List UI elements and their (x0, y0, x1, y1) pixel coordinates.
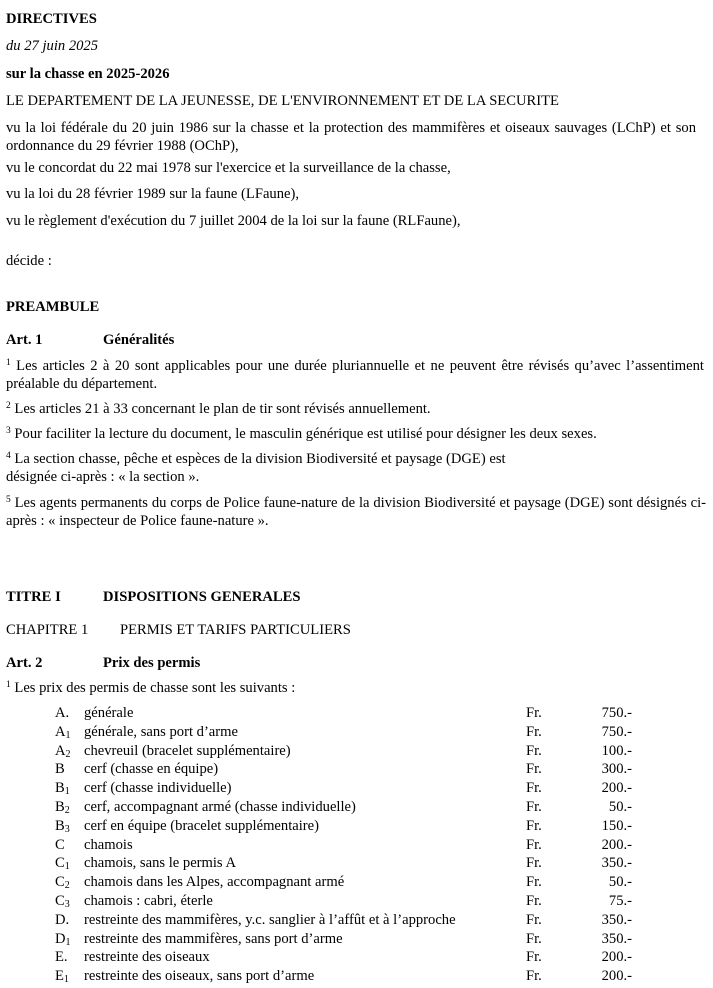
permit-row (0, 948, 713, 966)
permit-letter: C (55, 893, 65, 909)
permit-subscript: 1 (64, 861, 70, 873)
considerant-2: vu le concordat du 22 mai 1978 sur l'exercice et la surveillance de la chasse, (6, 160, 451, 176)
document-date: du 27 juin 2025 (6, 38, 99, 54)
decision-line: décide : (6, 253, 52, 269)
permit-subscript: 2 (64, 880, 70, 892)
permit-currency: Fr. (526, 799, 542, 815)
permit-code (55, 798, 70, 816)
article-1-number: Art. 1 (6, 332, 43, 348)
permit-code (55, 911, 69, 929)
permit-subscript: 1 (64, 786, 70, 798)
permit-row (0, 817, 713, 835)
permit-code (55, 892, 70, 910)
permit-amount: 350.- (601, 911, 632, 928)
permit-letter: A. (55, 705, 70, 721)
para-text: Les agents permanents du corps de Police faune-nature de la division Biodiversité et paysage (DGE) sont désignés ci-après : « inspecteur de Police faune-nature ». (6, 495, 707, 529)
article-1-para-2 (6, 400, 705, 418)
document-subject: sur la chasse en 2025-2026 (6, 66, 170, 82)
permit-row (0, 742, 713, 760)
permit-code (55, 760, 65, 778)
permit-row (0, 930, 713, 948)
para-text: La section chasse, pêche et espèces de la division Biodiversité et paysage (DGE) est désignée ci-après : « la section ». (6, 451, 506, 485)
permit-description: chevreuil (bracelet supplémentaire) (84, 742, 291, 759)
permit-amount: 200.- (601, 836, 632, 853)
permit-subscript: 3 (64, 823, 70, 835)
permit-code (55, 836, 65, 854)
permit-letter: B (55, 780, 65, 797)
permit-letter: B (55, 799, 65, 815)
para-number: 3 (6, 426, 11, 436)
permit-description: générale, sans port d’arme (84, 723, 238, 740)
permit-description: restreinte des oiseaux (84, 949, 210, 966)
permit-letter: E (55, 968, 64, 985)
permit-currency: Fr. (526, 949, 542, 966)
permit-amount: 200.- (601, 968, 632, 985)
article-1-para-5 (6, 494, 706, 530)
permit-letter: B (55, 817, 65, 834)
para-number: 2 (6, 401, 11, 411)
permit-description: restreinte des oiseaux, sans port d’arme (84, 968, 315, 985)
para-number: 5 (6, 495, 11, 505)
permit-currency: Fr. (526, 780, 542, 797)
permit-subscript: 2 (65, 748, 71, 760)
permit-subscript: 1 (65, 936, 71, 948)
permit-code (55, 930, 71, 948)
permit-amount: 100.- (601, 742, 632, 759)
permit-letter: A (55, 723, 66, 740)
permit-amount: 50.- (608, 874, 632, 891)
permit-amount: 350.- (601, 855, 632, 872)
permit-currency: Fr. (526, 705, 542, 721)
permit-letter: D (55, 930, 66, 947)
permit-currency: Fr. (526, 968, 542, 985)
permit-description: chamois : cabri, éterle (84, 893, 213, 909)
para-text: Les articles 21 à 33 concernant le plan de tir sont révisés annuellement. (14, 401, 431, 417)
permit-row (0, 854, 713, 872)
permit-subscript: 1 (63, 974, 69, 986)
permit-letter: A (55, 742, 66, 759)
permit-row (0, 760, 713, 778)
permit-description: cerf (chasse individuelle) (84, 780, 232, 797)
permit-code (55, 723, 71, 741)
issuing-authority: LE DEPARTEMENT DE LA JEUNESSE, DE L'ENVIRONNEMENT ET DE LA SECURITE (6, 93, 559, 109)
permit-code (55, 854, 70, 872)
permit-letter: C (55, 855, 65, 872)
permit-currency: Fr. (526, 855, 542, 872)
permit-subscript: 2 (64, 805, 70, 816)
permit-amount: 75.- (608, 893, 632, 909)
permit-amount: 200.- (601, 780, 632, 797)
para-text: Pour faciliter la lecture du document, le masculin générique est utilisé pour désigner les deux sexes. (14, 426, 597, 442)
permit-row (0, 911, 713, 929)
para-number: 1 (6, 680, 11, 690)
permit-code (55, 779, 70, 797)
permit-letter: C (55, 874, 65, 891)
permit-currency: Fr. (526, 836, 542, 853)
permit-currency: Fr. (526, 874, 542, 891)
permit-row (0, 723, 713, 741)
article-2-number: Art. 2 (6, 655, 43, 671)
permit-row (0, 873, 713, 891)
permit-amount: 750.- (601, 705, 632, 721)
permit-description: cerf en équipe (bracelet supplémentaire) (84, 817, 319, 834)
title-heading (6, 588, 705, 606)
permit-letter: D. (55, 911, 70, 928)
permit-description: générale (84, 705, 134, 721)
chapter-label: PERMIS ET TARIFS PARTICULIERS (120, 622, 351, 638)
para-text: Les prix des permis de chasse sont les suivants : (14, 680, 296, 696)
chapter-number: CHAPITRE 1 (6, 622, 89, 638)
permit-description: chamois, sans le permis A (84, 855, 236, 872)
article-1-title: Généralités (103, 332, 175, 348)
permit-subscript: 1 (65, 729, 71, 741)
permit-row (0, 892, 713, 910)
document-title: DIRECTIVES (6, 11, 97, 27)
permit-currency: Fr. (526, 893, 542, 909)
permit-currency: Fr. (526, 930, 542, 947)
permit-amount: 150.- (601, 817, 632, 834)
permit-code (55, 817, 70, 835)
permit-letter: B (55, 761, 65, 778)
permit-description: cerf, accompagnant armé (chasse individuelle) (84, 799, 356, 815)
permit-row (0, 836, 713, 854)
permit-amount: 200.- (601, 949, 632, 966)
permit-code (55, 704, 69, 722)
permit-amount: 750.- (601, 723, 632, 740)
permit-description: chamois (84, 836, 133, 853)
permit-amount: 300.- (601, 761, 632, 778)
permit-code (55, 873, 70, 891)
chapter-heading (6, 621, 705, 639)
permit-code (55, 948, 68, 966)
considerant-4: vu le règlement d'exécution du 7 juillet 2004 de la loi sur la faune (RLFaune), (6, 213, 461, 229)
permit-letter: C (55, 836, 65, 853)
permit-currency: Fr. (526, 723, 542, 740)
article-1-heading (6, 331, 705, 349)
permit-letter: E. (55, 949, 68, 966)
title-label: DISPOSITIONS GENERALES (103, 589, 301, 605)
permit-currency: Fr. (526, 742, 542, 759)
article-1-para-1 (6, 357, 704, 393)
permit-row (0, 798, 713, 816)
preamble-heading: PREAMBULE (6, 299, 100, 315)
considerant-1: vu la loi fédérale du 20 juin 1986 sur la chasse et la protection des mammifères et oiseaux sauvages (LChP) et son ordonnance du 29 février 1988 (OChP), (6, 120, 696, 154)
permit-description: chamois dans les Alpes, accompagnant armé (84, 874, 345, 891)
article-1-para-3 (6, 425, 705, 443)
article-2-intro (6, 679, 705, 697)
article-1-para-4 (6, 450, 526, 486)
para-number: 1 (6, 358, 11, 368)
permit-code (55, 967, 69, 985)
permit-subscript: 3 (64, 899, 70, 910)
permit-code (55, 742, 71, 760)
permit-currency: Fr. (526, 817, 542, 834)
considerant-3: vu la loi du 28 février 1989 sur la faune (LFaune), (6, 186, 300, 202)
permit-currency: Fr. (526, 761, 542, 778)
para-text: Les articles 2 à 20 sont applicables pour une durée pluriannuelle et ne peuvent être révisés qu’avec l’assentiment préalable du département. (6, 358, 704, 392)
para-number: 4 (6, 451, 11, 461)
permit-description: restreinte des mammifères, sans port d’arme (84, 930, 343, 947)
permit-amount: 350.- (601, 930, 632, 947)
permit-row (0, 779, 713, 797)
permit-row (0, 704, 713, 722)
permit-currency: Fr. (526, 911, 542, 928)
title-number: TITRE I (6, 589, 61, 605)
article-2-title: Prix des permis (103, 655, 201, 671)
permit-description: cerf (chasse en équipe) (84, 761, 219, 778)
permit-description: restreinte des mammifères, y.c. sanglier à l’affût et à l’approche (84, 911, 456, 928)
permit-row (0, 967, 713, 985)
permit-amount: 50.- (608, 799, 632, 815)
article-2-heading (6, 654, 705, 672)
